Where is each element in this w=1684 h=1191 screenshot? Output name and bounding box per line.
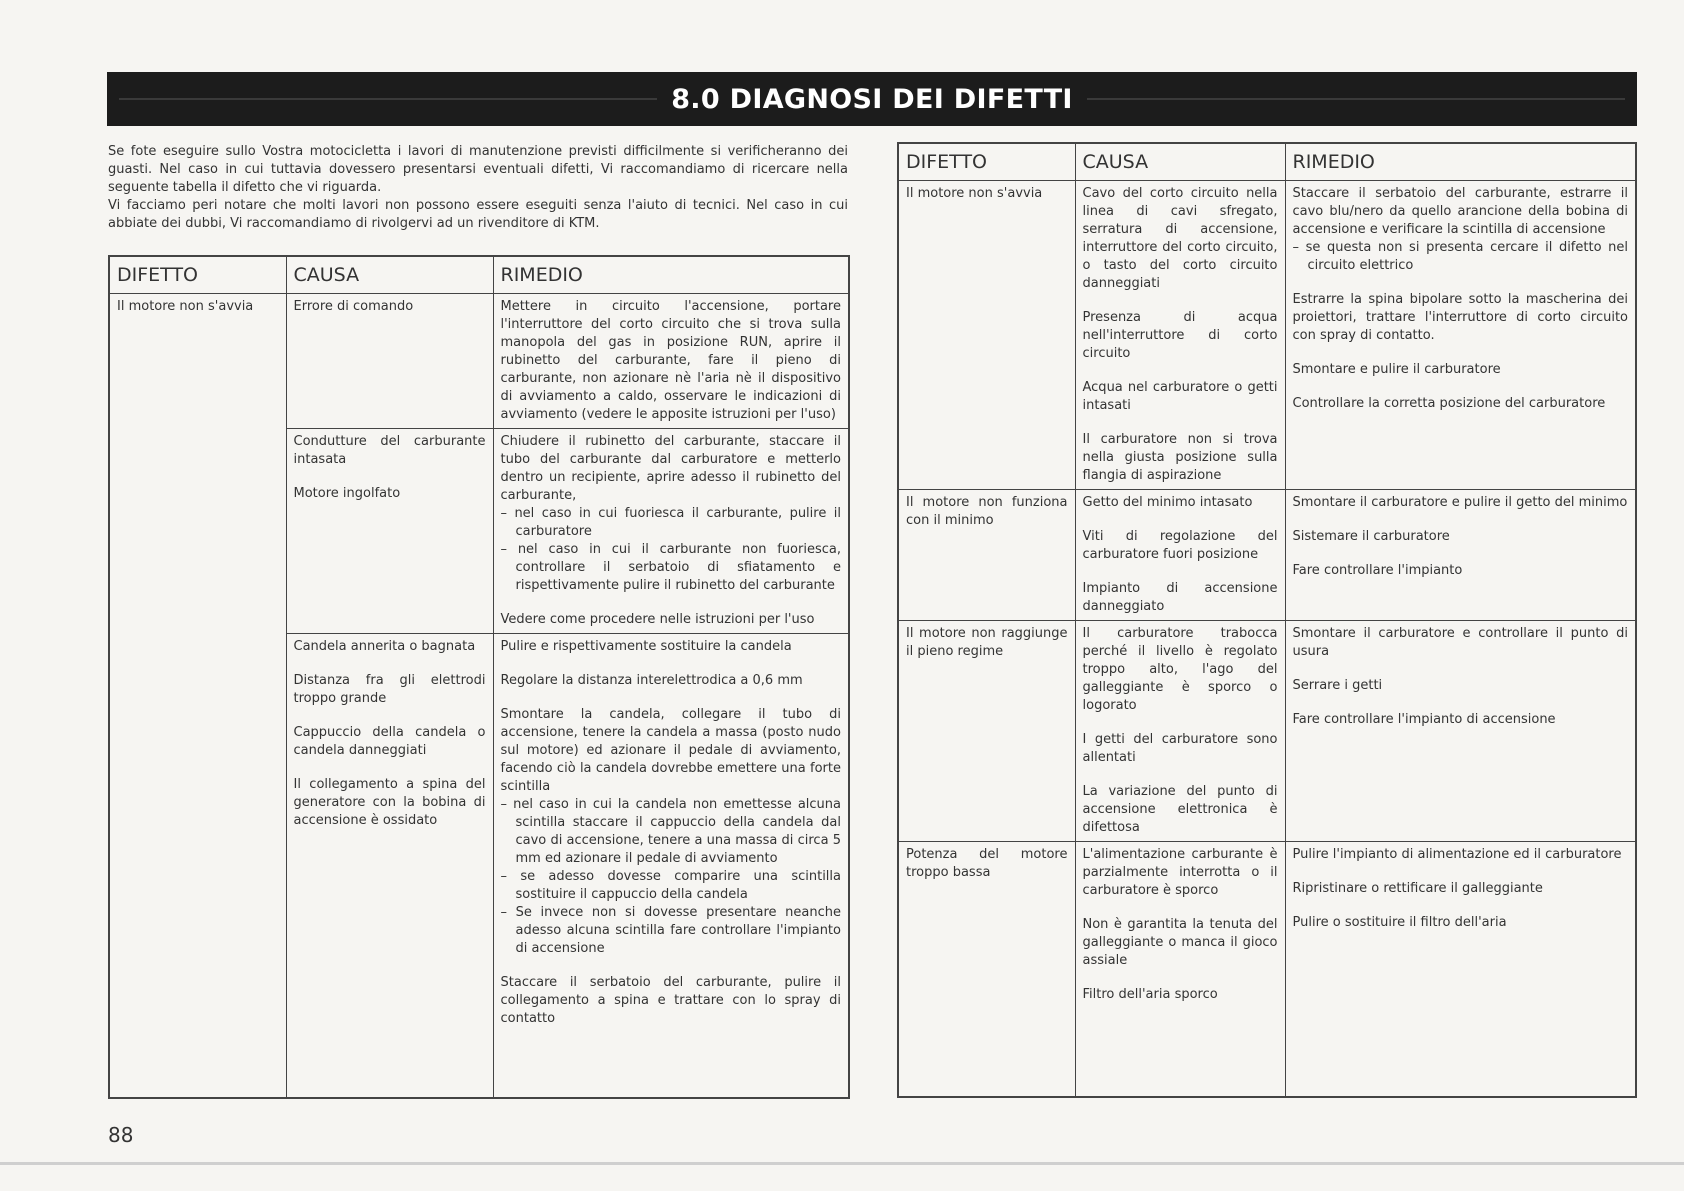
table-row: [109, 294, 849, 429]
table-header-row: [898, 143, 1636, 181]
page-title: 8.0 DIAGNOSI DEI DIFETTI: [657, 84, 1087, 115]
rimedio-entry: [1293, 494, 1629, 512]
rimedio-bullet: – Se invece non si dovesse presentare neanche adesso alcuna scintilla fare controllare l'impianto di accensione: [501, 904, 842, 958]
causa-cell: [286, 634, 493, 1099]
table-row: [898, 621, 1636, 842]
rimedio-entry: [1293, 880, 1629, 898]
rimedio-text: Smontare il carburatore e controllare il punto di usura: [1292, 626, 1628, 659]
rimedio-text: Fare controllare l'impianto: [1292, 563, 1463, 578]
rimedio-text: Smontare e pulire il carburatore: [1292, 362, 1501, 377]
rimedio-entry: [1293, 185, 1629, 275]
rimedio-entry: [1293, 291, 1629, 345]
difetto-text: Il motore non funziona con il minimo: [906, 495, 1068, 528]
rimedio-text: Ripristinare o rettificare il galleggiante: [1292, 881, 1543, 896]
rimedio-entry: [1293, 361, 1629, 379]
intro-text: [108, 143, 848, 233]
causa-text: Il carburatore non si trova nella giusta posizione sulla flangia di aspirazione: [1082, 432, 1278, 483]
causa-text: Il collegamento a spina del generatore con la bobina di accensione è ossidato: [293, 777, 486, 828]
intro-paragraph: Se fote eseguire sullo Vostra motocicletta i lavori di manutenzione previsti difficilmente si verificheranno dei guasti. Nel caso in cui tuttavia dovessero presentarsi eventuali difetti, Vi raccomandiamo di ricercare nella seguente tabella il difetto che vi riguarda.: [108, 144, 848, 195]
page-number: 88: [108, 1123, 134, 1147]
difetto-text: Il motore non s'avvia: [117, 299, 254, 314]
causa-text: Non è garantita la tenuta del galleggiante o manca il gioco assiale: [1082, 917, 1278, 968]
rimedio-entry: [501, 433, 842, 595]
rimedio-cell: [493, 634, 849, 1099]
difetto-cell: [898, 181, 1075, 490]
causa-text: Candela annerita o bagnata: [293, 639, 476, 654]
rimedio-text: Mettere in circuito l'accensione, portare l'interruttore del corto circuito che si trova sulla manopola del gas in posizione RUN, aprire il rubinetto del carburante, fare il pieno di carburante, non azionare nè l'aria nè il dispositivo di avviamento a caldo, osservare le indicazioni di avviamento (vedere le apposite istruzioni per l'uso): [500, 299, 841, 422]
table-header-row: [109, 256, 849, 294]
rimedio-text: Chiudere il rubinetto del carburante, staccare il tubo del carburante dal carburatore e metterlo dentro un recipiente, aprire adesso il rubinetto del carburante,: [500, 434, 841, 503]
rimedio-text: Fare controllare l'impianto di accensione: [1292, 712, 1556, 727]
rimedio-entry: [1293, 711, 1629, 729]
rimedio-text: Regolare la distanza interelettrodica a 0,6 mm: [500, 673, 803, 688]
rimedio-cell: [493, 294, 849, 429]
rimedio-cell: [493, 429, 849, 634]
diagnosis-table-right: [897, 142, 1637, 1098]
causa-text: L'alimentazione carburante è parzialmente interrotta o il carburatore è sporco: [1082, 847, 1278, 898]
rimedio-entry: [501, 672, 842, 690]
rimedio-bullet-list: [1293, 239, 1629, 275]
rimedio-bullet-list: [501, 505, 842, 595]
difetto-cell: [898, 621, 1075, 842]
causa-text: Filtro dell'aria sporco: [1082, 987, 1218, 1002]
rimedio-text: Sistemare il carburatore: [1292, 529, 1450, 544]
rimedio-entry: [1293, 846, 1629, 864]
rimedio-text: Smontare il carburatore e pulire il getto del minimo: [1292, 495, 1628, 510]
causa-cell: [286, 294, 493, 429]
causa-cell: [1075, 621, 1285, 842]
difetto-text: Il motore non s'avvia: [906, 186, 1043, 201]
causa-text: Viti di regolazione del carburatore fuori posizione: [1082, 529, 1278, 562]
table-row: [898, 490, 1636, 621]
rimedio-cell: [1285, 181, 1636, 490]
rimedio-entry: [1293, 395, 1629, 413]
rimedio-entry: [501, 974, 842, 1028]
difetto-cell: [109, 294, 286, 1099]
difetto-text: Potenza del motore troppo bassa: [906, 847, 1068, 880]
causa-text: I getti del carburatore sono allentati: [1082, 732, 1278, 765]
rimedio-bullet-list: [501, 796, 842, 958]
rimedio-bullet: – nel caso in cui il carburante non fuoriesca, controllare il serbatoio di sfiatamento e rispettivamente pulire il rubinetto del carburante: [501, 541, 842, 595]
rimedio-entry: [501, 611, 842, 629]
causa-text: Errore di comando: [293, 299, 414, 314]
rimedio-entry: [501, 638, 842, 656]
rimedio-bullet: – se adesso dovesse comparire una scintilla sostituire il cappuccio della candela: [501, 868, 842, 904]
diagnosis-table-left: [108, 255, 850, 1099]
causa-text: Impianto di accensione danneggiato: [1082, 581, 1278, 614]
rimedio-text: Staccare il serbatoio del carburante, estrarre il cavo blu/nero da quello arancione della bobina di accensione e verificare la scintilla di accensione: [1292, 186, 1628, 237]
banner-rule-left: [119, 98, 679, 100]
causa-text: Condutture del carburante intasata: [293, 434, 486, 467]
rimedio-cell: [1285, 621, 1636, 842]
causa-cell: [1075, 181, 1285, 490]
rimedio-text: Pulire o sostituire il filtro dell'aria: [1292, 915, 1507, 930]
rimedio-cell: [1285, 490, 1636, 621]
difetto-cell: [898, 490, 1075, 621]
rimedio-bullet: – nel caso in cui fuoriesca il carburante, pulire il carburatore: [501, 505, 842, 541]
rimedio-text: Controllare la corretta posizione del carburatore: [1292, 396, 1606, 411]
causa-cell: [1075, 842, 1285, 1098]
header-causa: CAUSA: [286, 256, 493, 294]
difetto-cell: [898, 842, 1075, 1098]
rimedio-text: Serrare i getti: [1292, 678, 1383, 693]
rimedio-entry: [1293, 677, 1629, 695]
rimedio-entry: [501, 706, 842, 958]
rimedio-cell: [1285, 842, 1636, 1098]
rimedio-text: Pulire e rispettivamente sostituire la candela: [500, 639, 792, 654]
causa-cell: [1075, 490, 1285, 621]
difetto-text: Il motore non raggiunge il pieno regime: [906, 626, 1068, 659]
title-banner: [107, 72, 1637, 126]
rimedio-text: Vedere come procedere nelle istruzioni per l'uso: [500, 612, 815, 627]
causa-text: Presenza di acqua nell'interruttore di corto circuito: [1082, 310, 1278, 361]
page-bottom-edge: [0, 1162, 1684, 1165]
rimedio-text: Staccare il serbatoio del carburante, pulire il collegamento a spina e trattare con lo spray di contatto: [500, 975, 841, 1026]
rimedio-entry: [501, 298, 842, 424]
header-causa: CAUSA: [1075, 143, 1285, 181]
rimedio-entry: [1293, 562, 1629, 580]
causa-text: Cavo del corto circuito nella linea di cavi sfregato, serratura di accensione, interruttore del corto circuito, o tasto del corto circuito danneggiati: [1082, 186, 1278, 291]
causa-text: Distanza fra gli elettrodi troppo grande: [293, 673, 486, 706]
header-difetto: DIFETTO: [898, 143, 1075, 181]
causa-text: Getto del minimo intasato: [1082, 495, 1253, 510]
rimedio-text: Estrarre la spina bipolare sotto la mascherina dei proiettori, trattare l'interruttore di corto circuito con spray di contatto.: [1292, 292, 1628, 343]
causa-text: Il carburatore trabocca perché il livello è regolato troppo alto, l'ago del galleggiante è sporco o logorato: [1082, 626, 1278, 713]
header-rimedio: RIMEDIO: [1285, 143, 1636, 181]
causa-cell: [286, 429, 493, 634]
rimedio-entry: [1293, 528, 1629, 546]
rimedio-text: Smontare la candela, collegare il tubo di accensione, tenere la candela a massa (posto nudo sul motore) ed azionare il pedale di avviamento, facendo ciò la candela dovrebbe emettere una forte scintilla: [500, 707, 841, 794]
causa-text: Acqua nel carburatore o getti intasati: [1082, 380, 1278, 413]
rimedio-bullet: – nel caso in cui la candela non emettesse alcuna scintilla staccare il cappuccio della candela dal cavo di accensione, tenere a una massa di circa 5 mm ed azionare il pedale di avviamento: [501, 796, 842, 868]
header-rimedio: RIMEDIO: [493, 256, 849, 294]
rimedio-text: Pulire l'impianto di alimentazione ed il carburatore: [1292, 847, 1622, 862]
intro-paragraph: Vi facciamo peri notare che molti lavori non possono essere eseguiti senza l'aiuto di tecnici. Nel caso in cui abbiate dei dubbi, Vi raccomandiamo di rivolgervi ad un rivenditore di KTM.: [108, 198, 848, 231]
rimedio-entry: [1293, 625, 1629, 661]
causa-text: La variazione del punto di accensione elettronica è difettosa: [1082, 784, 1278, 835]
rimedio-entry: [1293, 914, 1629, 932]
table-row: [898, 181, 1636, 490]
header-difetto: DIFETTO: [109, 256, 286, 294]
causa-text: Cappuccio della candela o candela danneggiati: [293, 725, 486, 758]
rimedio-bullet: – se questa non si presenta cercare il difetto nel circuito elettrico: [1293, 239, 1629, 275]
causa-text: Motore ingolfato: [293, 486, 401, 501]
table-row: [898, 842, 1636, 1098]
banner-rule-right: [1085, 98, 1625, 100]
